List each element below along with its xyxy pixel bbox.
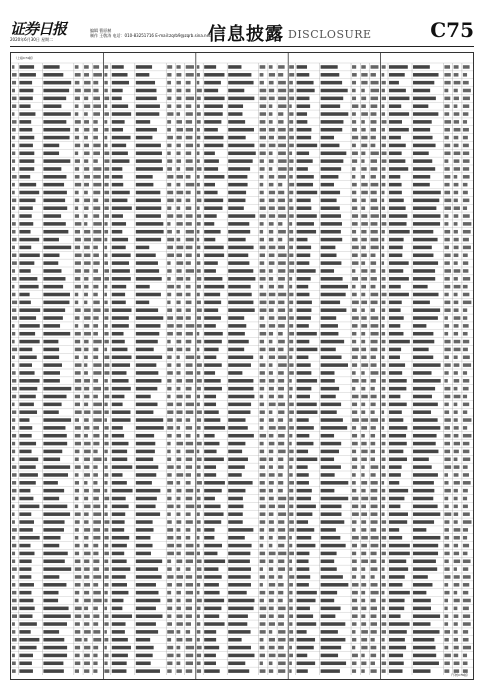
section-title: 信息披露 xyxy=(208,24,284,45)
editor-credits xyxy=(90,28,211,38)
continued-to-label: （下转C76版） xyxy=(449,673,470,677)
section-title-english: DISCLOSURE xyxy=(288,28,372,41)
editor-line-2: 制作 王敬涛 电话：010-83251716 E-mail:zqrb9@zqrb.sina.net xyxy=(90,33,211,38)
masthead xyxy=(10,18,474,48)
continued-from-label: （上接C74版） xyxy=(14,56,35,60)
disclosure-table xyxy=(10,52,474,680)
header-rule xyxy=(10,46,474,47)
editor-line-1: 编辑 曹原赫 xyxy=(90,28,112,33)
disclosure-table-grid xyxy=(11,53,473,679)
newspaper-logo: 证券日报 xyxy=(10,20,67,38)
issue-date: 2020年6月30日 星期二 xyxy=(10,37,54,42)
page-number: C75 xyxy=(430,18,474,42)
